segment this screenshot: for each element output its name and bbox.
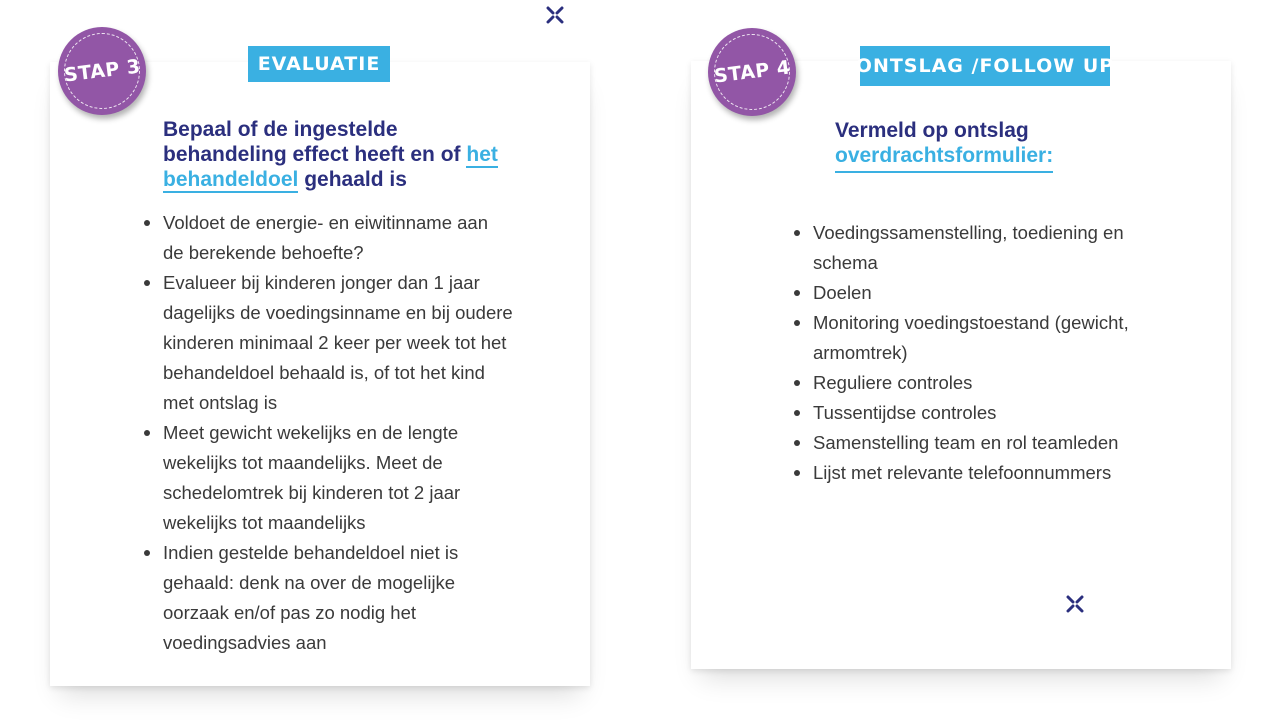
step4-bullet-list bbox=[793, 218, 1163, 488]
list-item: Meet gewicht wekelijks en de lengte wekelijks tot maandelijks. Meet de schedelomtrek bij kinderen tot 2 jaar wekelijks tot maandelijks bbox=[143, 418, 513, 538]
sparkle-cross-icon bbox=[546, 6, 564, 24]
list-item: Lijst met relevante telefoonnummers bbox=[793, 458, 1163, 488]
step3-heading-text: Bepaal of de ingestelde behandeling effect heeft en of bbox=[163, 118, 467, 166]
step4-heading-line: Vermeld op ontslag bbox=[835, 119, 1029, 142]
sparkle-cross-icon bbox=[1066, 595, 1084, 613]
step4-badge bbox=[708, 28, 796, 116]
list-item: Reguliere controles bbox=[793, 368, 1163, 398]
step3-heading-highlight: het behandeldoel bbox=[163, 143, 498, 191]
step4-tag: ONTSLAG /FOLLOW UP bbox=[860, 46, 1110, 86]
step3-heading bbox=[163, 117, 523, 192]
list-item: Indien gestelde behandeldoel niet is gehaald: denk na over de mogelijke oorzaak en/of pas zo nodig het voedingsadvies aan bbox=[143, 538, 513, 658]
list-item: Monitoring voedingstoestand (gewicht, armomtrek) bbox=[793, 308, 1163, 368]
list-item: Evalueer bij kinderen jonger dan 1 jaar dagelijks de voedingsinname en bij oudere kinderen minimaal 2 keer per week tot het behandeldoel behaald is, of tot het kind met ontslag is bbox=[143, 268, 513, 418]
list-item: Samenstelling team en rol teamleden bbox=[793, 428, 1163, 458]
list-item: Voedingssamenstelling, toediening en schema bbox=[793, 218, 1163, 278]
step4-heading-highlight: overdrachtsformulier: bbox=[835, 143, 1053, 173]
step3-badge-label: STAP 3 bbox=[62, 55, 142, 87]
step3-badge bbox=[58, 27, 146, 115]
list-item: Tussentijdse controles bbox=[793, 398, 1163, 428]
step4-badge-label: STAP 4 bbox=[712, 56, 792, 88]
step3-bullet-list bbox=[143, 208, 513, 658]
step3-tag: EVALUATIE bbox=[248, 46, 390, 82]
step4-heading bbox=[835, 118, 1135, 173]
list-item: Doelen bbox=[793, 278, 1163, 308]
list-item: Voldoet de energie- en eiwitinname aan de berekende behoefte? bbox=[143, 208, 513, 268]
step3-heading-text-end: gehaald is bbox=[298, 168, 407, 191]
